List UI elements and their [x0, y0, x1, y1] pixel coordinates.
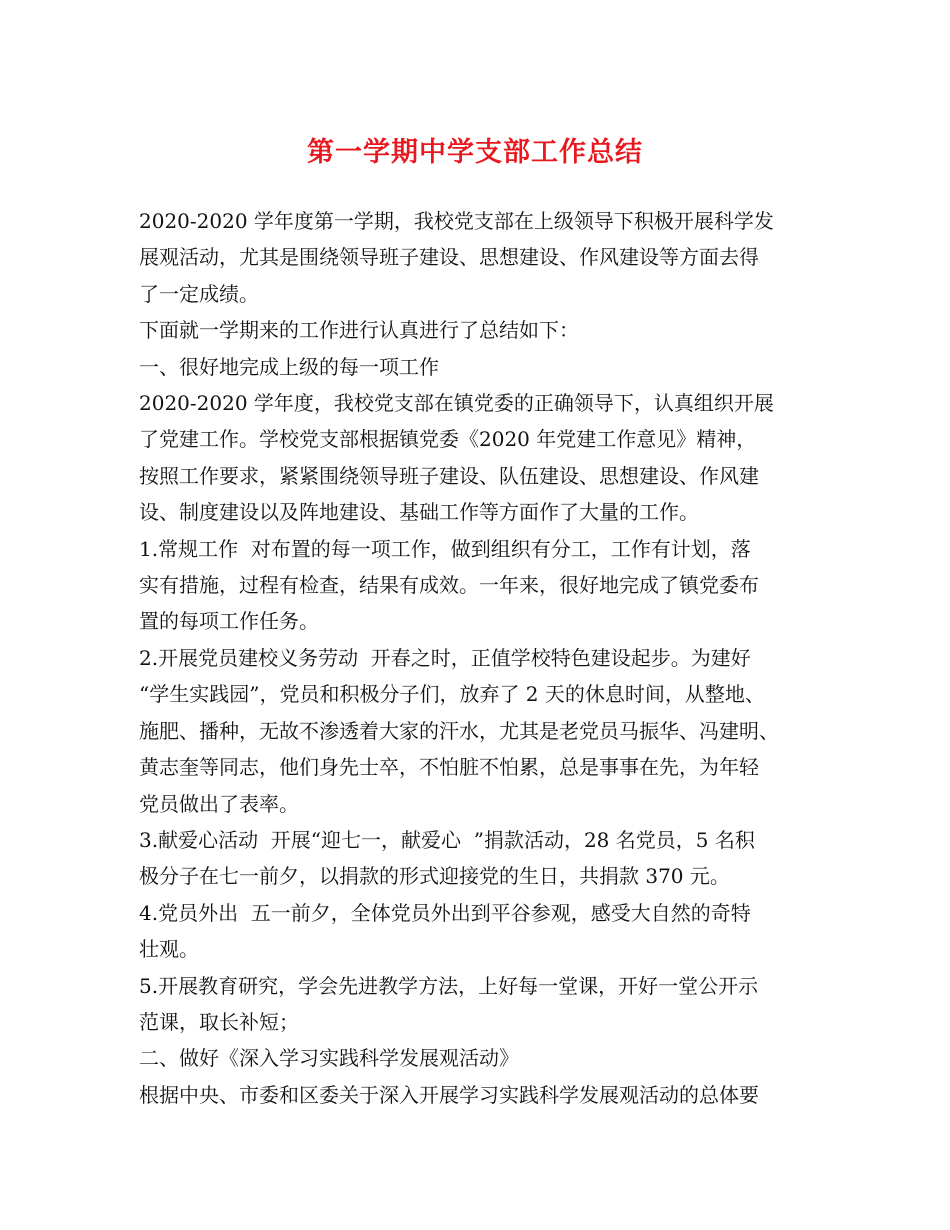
body-line: 按照工作要求，紧紧围绕领导班子建设、队伍建设、思想建设、作风建	[139, 463, 759, 488]
body-line: 1.常规工作 对布置的每一项工作，做到组织有分工，工作有计划，落	[139, 536, 751, 561]
body-line: 5.开展教育研究，学会先进教学方法，上好每一堂课，开好一堂公开示	[139, 973, 759, 998]
body-line: 范课，取长补短；	[139, 1009, 299, 1034]
body-line: 置的每项工作任务。	[139, 609, 319, 634]
body-line: 3.献爱心活动 开展“迎七一，献爱心 ”捐款活动，28 名党员，5 名积	[139, 827, 755, 852]
body-line: 4.党员外出 五一前夕，全体党员外出到平谷参观，感受大自然的奇特	[139, 900, 751, 925]
section-heading: 二、做好《深入学习实践科学发展观活动》	[139, 1046, 519, 1071]
body-line: “学生实践园”，党员和积极分子们，放弃了 2 天的休息时间，从整地、	[139, 682, 765, 707]
body-line: 了党建工作。学校党支部根据镇党委《2020 年党建工作意见》精神，	[139, 427, 757, 452]
body-line: 2020-2020 学年度，我校党支部在镇党委的正确领导下，认真组织开展	[139, 391, 774, 416]
body-line: 了一定成绩。	[139, 281, 259, 306]
body-line: 2.开展党员建校义务劳动 开春之时，正值学校特色建设起步。为建好	[139, 645, 751, 670]
body-line: 2020-2020 学年度第一学期，我校党支部在上级领导下积极开展科学发	[139, 209, 774, 233]
body-line: 壮观。	[139, 937, 199, 962]
body-line: 实有措施，过程有检查，结果有成效。一年来，很好地完成了镇党委布	[139, 573, 759, 598]
body-line: 党员做出了表率。	[139, 791, 299, 816]
body-line: 根据中央、市委和区委关于深入开展学习实践科学发展观活动的总体要	[139, 1082, 759, 1107]
document-title: 第一学期中学支部工作总结	[307, 137, 643, 168]
body-line: 极分子在七一前夕，以捐款的形式迎接党的生日，共捐款 370 元。	[139, 864, 730, 889]
body-line: 设、制度建设以及阵地建设、基础工作等方面作了大量的工作。	[139, 500, 699, 525]
body-line: 展观活动，尤其是围绕领导班子建设、思想建设、作风建设等方面去得	[139, 245, 759, 270]
body-line: 黄志奎等同志，他们身先士卒，不怕脏不怕累，总是事事在先，为年轻	[139, 755, 759, 780]
body-line: 施肥、播种，无故不渗透着大家的汗水，尤其是老党员马振华、冯建明、	[139, 718, 779, 743]
body-line: 下面就一学期来的工作进行认真进行了总结如下：	[139, 318, 579, 343]
section-heading: 一、很好地完成上级的每一项工作	[139, 354, 439, 379]
document-body	[139, 203, 829, 1113]
